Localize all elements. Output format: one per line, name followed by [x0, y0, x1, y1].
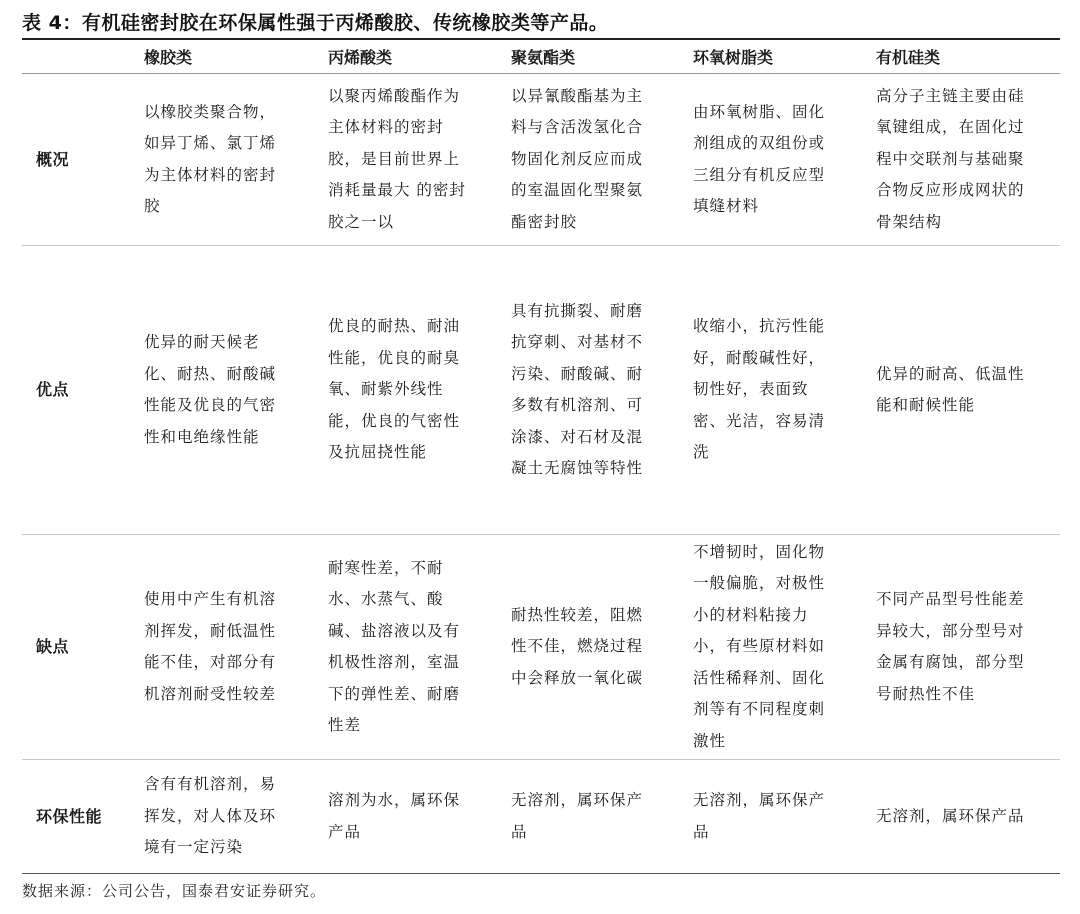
- cell-line: 消耗量最大 的密封: [328, 181, 466, 200]
- cell-line: 一般偏脆，对极性: [693, 574, 826, 593]
- table-row-advantages: [22, 246, 1060, 535]
- cell-line: 酯密封胶: [511, 212, 578, 231]
- row-label-advantages: 优点: [36, 380, 70, 400]
- cell-line: 品: [693, 822, 710, 841]
- header-cell-corner: [22, 39, 144, 74]
- cell-line: 收缩小，抗污性能: [693, 317, 826, 336]
- row-label-disadvantages: 缺点: [36, 637, 70, 657]
- cell-line: 三组分有机反应型: [693, 165, 826, 184]
- header-cell-polyurethane: 聚氨酯类: [511, 48, 576, 67]
- cell-line: 污染、耐酸碱、耐: [511, 364, 644, 383]
- cell-line: 中会释放一氧化碳: [511, 668, 644, 687]
- cell-line: 程中交联剂与基础聚: [876, 149, 1025, 168]
- cell-environmental-rubber: [144, 760, 328, 874]
- cell-disadvantages-silicone: [876, 535, 1060, 760]
- cell-line: 以橡胶类聚合物，: [144, 102, 277, 121]
- cell-line: 的室温固化型聚氨: [511, 181, 644, 200]
- cell-line: 具有抗撕裂、耐磨: [511, 301, 644, 320]
- cell-line: 激性: [693, 731, 727, 750]
- cell-line: 使用中产生有机溶: [144, 590, 277, 608]
- cell-line: 性能，优良的耐臭: [328, 348, 461, 367]
- cell-line: 胶之一以: [328, 212, 395, 231]
- cell-line: 金属有腐蚀，部分型: [876, 653, 1025, 671]
- data-source-note: 数据来源：公司公告，国泰君安证券研究。: [22, 882, 327, 900]
- cell-line: 碱、盐溶液以及有: [328, 621, 461, 640]
- cell-line: 能不佳，对部分有: [144, 653, 277, 671]
- header-cell-epoxy: 环氧树脂类: [693, 48, 774, 67]
- table-title: 表 4：有机硅密封胶在环保属性强于丙烯酸胶、传统橡胶类等产品。: [22, 12, 609, 34]
- cell-line: 好，耐酸碱性好，: [693, 348, 826, 367]
- sealant-comparison-table: [22, 38, 1060, 874]
- cell-line: 凝土无腐蚀等特性: [511, 459, 644, 477]
- comparison-table-container: [22, 38, 1060, 874]
- cell-environmental-polyurethane: [511, 760, 693, 874]
- cell-line: 洗: [693, 443, 710, 462]
- cell-line: 及抗屈挠性能: [328, 443, 428, 462]
- cell-line: 下的弹性差、耐磨: [328, 684, 461, 703]
- cell-environmental-acrylic: [328, 760, 511, 874]
- cell-line: 抗穿刺、对基材不: [511, 333, 644, 351]
- cell-line: 无溶剂，属环保产: [511, 791, 644, 809]
- table-row-overview: [22, 74, 1060, 246]
- cell-line: 以异氰酸酯基为主: [511, 86, 644, 105]
- cell-line: 氧键组成，在固化过: [876, 118, 1025, 137]
- cell-disadvantages-rubber: [144, 535, 328, 760]
- row-label-environmental: 环保性能: [36, 806, 103, 826]
- cell-line: 物固化剂反应而成: [511, 149, 644, 168]
- cell-line: 活性稀释剂、固化: [693, 668, 826, 687]
- cell-line: 小，有些原材料如: [693, 637, 826, 656]
- cell-line: 能，优良的气密性: [328, 411, 461, 430]
- cell-line: 为主体材料的密封: [144, 165, 277, 184]
- cell-line: 境有一定污染: [144, 838, 244, 857]
- cell-line: 主体材料的密封: [328, 118, 444, 137]
- cell-line: 产品: [328, 822, 362, 841]
- cell-line: 如异丁烯、氯丁烯: [144, 134, 277, 152]
- table-row-environmental: [22, 760, 1060, 874]
- cell-line: 性和电绝缘性能: [144, 427, 260, 446]
- cell-line: 优良的耐热、耐油: [328, 317, 461, 336]
- cell-line: 机极性溶剂，室温: [328, 653, 461, 671]
- cell-overview-epoxy: [693, 74, 876, 246]
- cell-line: 以聚丙烯酸酯作为: [328, 86, 461, 105]
- cell-line: 氧、耐紫外线性: [328, 380, 444, 399]
- cell-line: 优异的耐天候老: [144, 333, 260, 351]
- row-label-overview: 概况: [36, 149, 70, 169]
- cell-line: 填缝材料: [693, 197, 760, 215]
- cell-line: 耐热性较差，阻燃: [511, 605, 644, 624]
- cell-line: 骨架结构: [876, 212, 943, 231]
- cell-overview-acrylic: [328, 74, 511, 246]
- cell-line: 不增韧时，固化物: [693, 542, 826, 561]
- table-header-row: [22, 39, 1060, 74]
- cell-overview-rubber: [144, 74, 328, 246]
- cell-line: 涂漆、对石材及混: [511, 427, 644, 446]
- cell-environmental-epoxy: [693, 760, 876, 874]
- cell-advantages-epoxy: [693, 246, 876, 535]
- cell-advantages-rubber: [144, 246, 328, 535]
- cell-line: 异较大，部分型号对: [876, 621, 1025, 640]
- cell-line: 高分子主链主要由硅: [876, 86, 1025, 105]
- cell-line: 水、水蒸气、酸: [328, 590, 444, 608]
- table-row-disadvantages: [22, 535, 1060, 760]
- cell-line: 剂组成的双组份或: [693, 134, 826, 152]
- cell-line: 胶: [144, 197, 161, 215]
- cell-line: 密、光洁，容易清: [693, 411, 826, 430]
- table-body: [22, 74, 1060, 874]
- cell-line: 能和耐候性能: [876, 396, 976, 414]
- cell-line: 不同产品型号性能差: [876, 590, 1025, 608]
- cell-line: 小的材料粘接力: [693, 605, 809, 624]
- cell-line: 性差: [328, 716, 362, 734]
- cell-line: 优异的耐高、低温性: [876, 364, 1025, 383]
- header-cell-rubber: 橡胶类: [144, 48, 193, 67]
- cell-line: 溶剂为水，属环保: [328, 791, 461, 809]
- cell-overview-polyurethane: [511, 74, 693, 246]
- cell-line: 合物反应形成网状的: [876, 181, 1025, 200]
- header-cell-silicone: 有机硅类: [876, 48, 941, 67]
- cell-line: 剂挥发，耐低温性: [144, 621, 277, 640]
- cell-line: 机溶剂耐受性较差: [144, 684, 277, 703]
- cell-advantages-polyurethane: [511, 246, 693, 535]
- cell-advantages-silicone: [876, 246, 1060, 535]
- cell-disadvantages-polyurethane: [511, 535, 693, 760]
- cell-disadvantages-epoxy: [693, 535, 876, 760]
- cell-line: 性不佳，燃烧过程: [511, 637, 644, 656]
- cell-line: 由环氧树脂、固化: [693, 102, 826, 121]
- cell-environmental-silicone: [876, 760, 1060, 874]
- cell-line: 性能及优良的气密: [144, 396, 277, 414]
- cell-line: 挥发，对人体及环: [144, 806, 277, 825]
- cell-line: 多数有机溶剂、可: [511, 396, 644, 414]
- cell-line: 号耐热性不佳: [876, 684, 976, 703]
- cell-overview-silicone: [876, 74, 1060, 246]
- cell-line: 无溶剂，属环保产: [693, 791, 826, 809]
- cell-line: 化、耐热、耐酸碱: [144, 364, 277, 383]
- header-cell-acrylic: 丙烯酸类: [328, 48, 393, 67]
- cell-line: 胶，是目前世界上: [328, 149, 461, 168]
- cell-line: 料与含活泼氢化合: [511, 118, 644, 137]
- cell-disadvantages-acrylic: [328, 535, 511, 760]
- cell-line: 韧性好，表面致: [693, 380, 809, 399]
- cell-advantages-acrylic: [328, 246, 511, 535]
- cell-line: 剂等有不同程度刺: [693, 700, 826, 719]
- cell-line: 耐寒性差，不耐: [328, 558, 444, 577]
- cell-line: 品: [511, 822, 528, 841]
- cell-line: 无溶剂，属环保产品: [876, 806, 1025, 825]
- cell-line: 含有有机溶剂，易: [144, 775, 277, 794]
